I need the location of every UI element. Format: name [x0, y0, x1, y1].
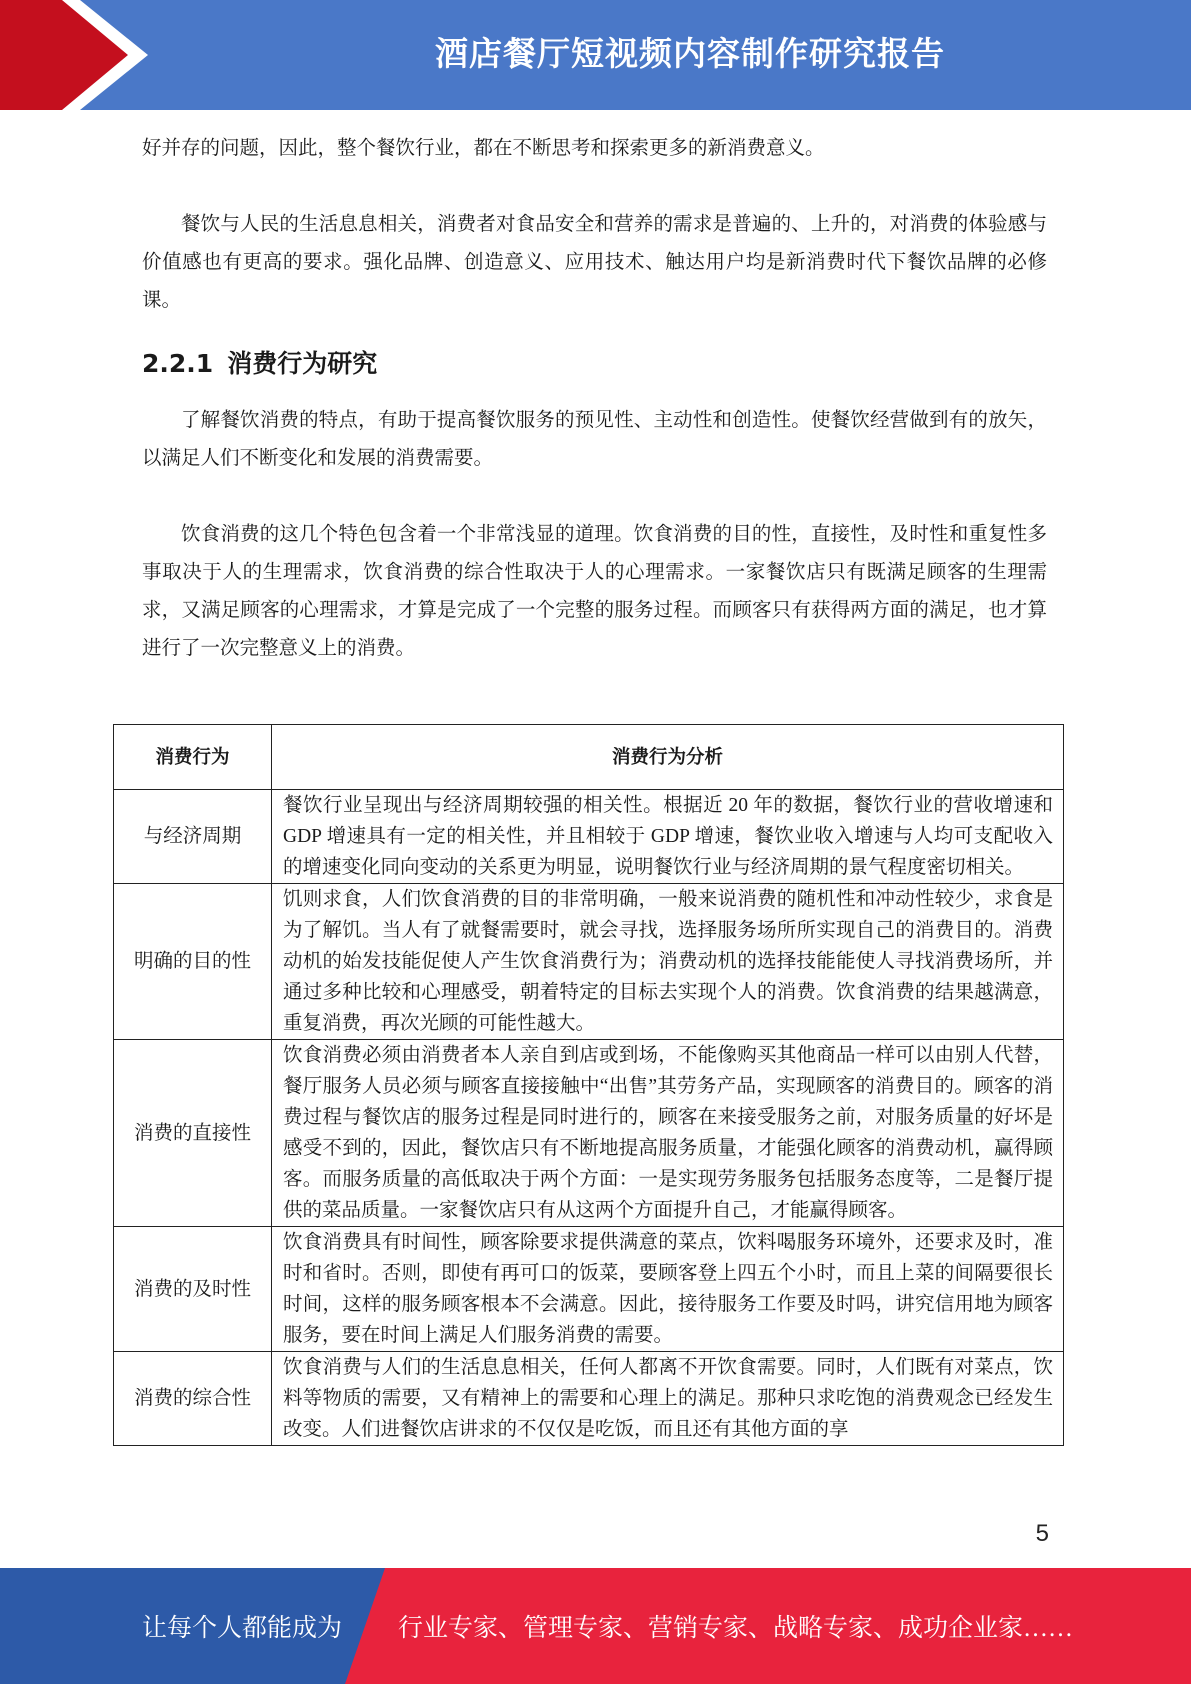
behavior-analysis: 饮食消费必须由消费者本人亲自到店或到场，不能像购买其他商品一样可以由别人代替，餐厅服务人员必须与顾客直接接触中“出售”其劳务产品，实现顾客的消费目的。顾客的消费过程与餐饮店的服务过程是同时进行的，顾客在来接受服务之前，对服务质量的好坏是感受不到的，因此，餐饮店只有不断地提高服务质量，才能强化顾客的消费动机，赢得顾客。而服务质量的高低取决于两个方面：一是实现劳务服务包括服务态度等，二是餐厅提供的菜品质量。一家餐饮店只有从这两个方面提升自己，才能赢得顾客。: [272, 1040, 1064, 1227]
page-header: [0, 0, 1191, 110]
paragraph-2: 饮食消费的这几个特色包含着一个非常浅显的道理。饮食消费的目的性，直接性，及时性和重复性多事取决于人的生理需求，饮食消费的综合性取决于人的心理需求。一家餐饮店只有既满足顾客的生理需求，又满足顾客的心理需求，才算是完成了一个完整的服务过程。而顾客只有获得两方面的满足，也才算进行了一次完整意义上的消费。: [142, 524, 1047, 659]
behavior-analysis: 饥则求食，人们饮食消费的目的非常明确，一般来说消费的随机性和冲动性较少，求食是为了解饥。当人有了就餐需要时，就会寻找，选择服务场所所实现自己的消费目的。消费动机的始发技能促使人产生饮食消费行为；消费动机的选择技能能使人寻找消费场所，并通过多种比较和心理感受，朝着特定的目标去实现个人的消费。饮食消费的结果越满意，重复消费，再次光顾的可能性越大。: [272, 884, 1064, 1040]
section-heading: [142, 344, 1047, 384]
behavior-name: 消费的及时性: [114, 1227, 272, 1352]
table-header-row: [114, 725, 1064, 790]
column-header-behavior: 消费行为: [114, 725, 272, 790]
table-row: [114, 1040, 1064, 1227]
paragraph-1: 了解餐饮消费的特点，有助于提高餐饮服务的预见性、主动性和创造性。使餐饮经营做到有的放矢，以满足人们不断变化和发展的消费需要。: [142, 410, 1047, 469]
header-red-arrow: [0, 0, 150, 110]
intro-paragraph: 餐饮与人民的生活息息相关，消费者对食品安全和营养的需求是普遍的、上升的，对消费的体验感与价值感也有更高的要求。强化品牌、创造意义、应用技术、触达用户均是新消费时代下餐饮品牌的必修课。: [142, 214, 1047, 311]
behavior-analysis: 饮食消费具有时间性，顾客除要求提供满意的菜点，饮料喝服务环境外，还要求及时，准时和省时。否则，即使有再可口的饭菜，要顾客登上四五个小时，而且上菜的间隔要很长时间，这样的服务顾客根本不会满意。因此，接待服务工作要及时吗，讲究信用地为顾客服务，要在时间上满足人们服务消费的需要。: [272, 1227, 1064, 1352]
behavior-name: 消费的综合性: [114, 1352, 272, 1446]
table-row: [114, 1352, 1064, 1446]
footer-slogan-right: 行业专家、管理专家、营销专家、战略专家、成功企业家……: [398, 1615, 1074, 1642]
table-row: [114, 790, 1064, 884]
intro-tail-paragraph: 好并存的问题，因此，整个餐饮行业，都在不断思考和探索更多的新消费意义。: [142, 138, 825, 159]
consumption-behavior-table: [113, 724, 1064, 1446]
behavior-analysis: 饮食消费与人们的生活息息相关，任何人都离不开饮食需要。同时，人们既有对菜点，饮料等物质的需要，又有精神上的需要和心理上的满足。那种只求吃饱的消费观念已经发生改变。人们进餐饮店讲求的不仅仅是吃饭，而且还有其他方面的享: [272, 1352, 1064, 1446]
table-container: [100, 724, 1080, 1511]
behavior-analysis: 餐饮行业呈现出与经济周期较强的相关性。根据近 20 年的数据，餐饮行业的营收增速和 GDP 增速具有一定的相关性，并且相较于 GDP 增速，餐饮业收入增速与人均可支配收入的增速变化同向变动的关系更为明显，说明餐饮行业与经济周期的景气程度密切相关。: [272, 790, 1064, 884]
column-header-analysis: 消费行为分析: [272, 725, 1064, 790]
main-content: [142, 130, 1047, 668]
section-number: 2.2.1: [142, 349, 214, 378]
report-title: 酒店餐厅短视频内容制作研究报告: [435, 34, 945, 73]
behavior-name: 明确的目的性: [114, 884, 272, 1040]
footer-slogan-left: 让每个人都能成为: [142, 1615, 343, 1642]
section-title: 消费行为研究: [227, 349, 378, 378]
page-number: 5: [1035, 1520, 1049, 1547]
table-row: [114, 884, 1064, 1040]
behavior-name: 与经济周期: [114, 790, 272, 884]
table-row: [114, 1227, 1064, 1352]
behavior-name: 消费的直接性: [114, 1040, 272, 1227]
page-footer: [0, 1568, 1191, 1684]
